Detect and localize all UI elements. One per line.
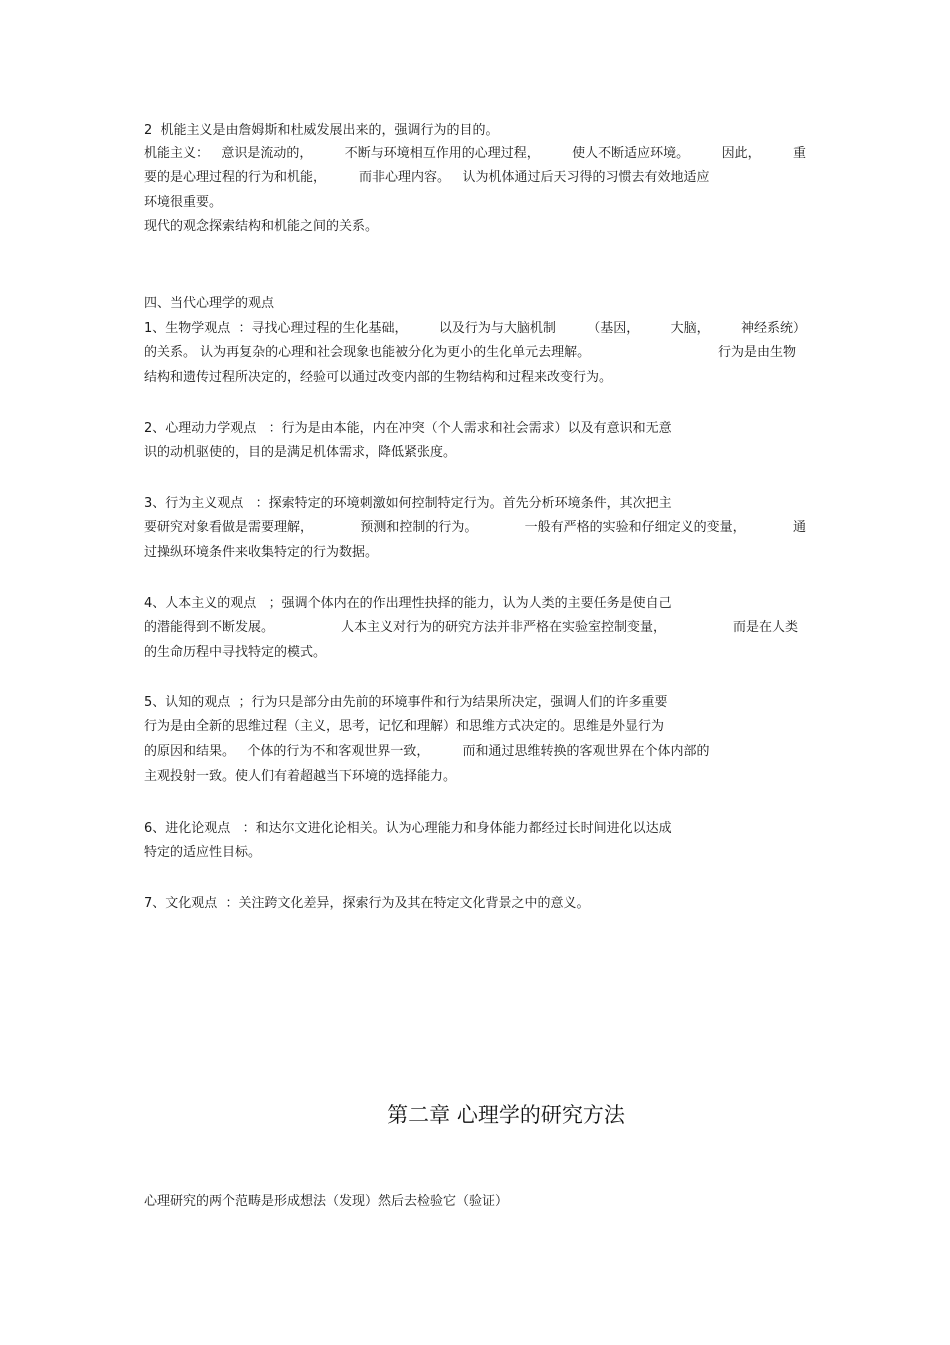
- cognitive-view-line-4: 主观投射一致。使人们有着超越当下环境的选择能力。: [144, 769, 457, 784]
- humanistic-view-line-3: 的生命历程中寻找特定的模式。: [144, 645, 327, 660]
- psychodynamic-view-line-2: 识的动机驱使的，目的是满足机体需求，降低紧张度。: [144, 445, 457, 460]
- cognitive-view-line-2: 行为是由全新的思维过程（主义，思考，记忆和理解）和思维方式决定的。思维是外显行为: [144, 719, 665, 734]
- humanistic-view-line-1: 4、人本主义的观点 ；强调个体内在的作出理性抉择的能力，认为人类的主要任务是使自己: [144, 596, 672, 611]
- section-title-modern-perspectives: 四、当代心理学的观点: [144, 296, 275, 311]
- behaviorist-view-line-1: 3、行为主义观点 ：探索特定的环境刺激如何控制特定行为。首先分析环境条件，其次把主: [144, 496, 672, 511]
- evolutionary-view-line-2: 特定的适应性目标。: [144, 845, 262, 860]
- functionalism-line-4: 现代的观念探索结构和机能之间的关系。: [144, 219, 379, 234]
- behaviorist-view-line-3: 过操纵环境条件来收集特定的行为数据。: [144, 545, 379, 560]
- evolutionary-view-line-1: 6、进化论观点 ：和达尔文进化论相关。认为心理能力和身体能力都经过长时间进化以达成: [144, 821, 672, 836]
- biological-view-line-2: 的关系。 认为再复杂的心理和社会现象也能被分化为更小的生化单元去理解。 行为是由生物: [144, 345, 796, 360]
- functionalism-line-2: 要的是心理过程的行为和机能， 而非心理内容。 认为机体通过后天习得的习惯去有效地适应: [144, 170, 710, 185]
- cognitive-view-line-3: 的原因和结果。 个体的行为不和客观世界一致， 而和通过思维转换的客观世界在个体内部的: [144, 744, 710, 759]
- functionalism-line-3: 环境很重要。: [144, 195, 223, 210]
- behaviorist-view-line-2: 要研究对象看做是需要理解， 预测和控制的行为。 一般有严格的实验和仔细定义的变量， 通: [144, 520, 806, 535]
- cognitive-view-line-1: 5、认知的观点 ；行为只是部分由先前的环境事件和行为结果所决定，强调人们的许多重要: [144, 695, 668, 710]
- chapter-intro: 心理研究的两个范畴是形成想法（发现）然后去检验它（验证）: [144, 1194, 509, 1209]
- functionalism-line-1: 机能主义： 意识是流动的， 不断与环境相互作用的心理过程， 使人不断适应环境。 因此， 重: [144, 146, 806, 161]
- biological-view-line-3: 结构和遗传过程所决定的，经验可以通过改变内部的生物结构和过程来改变行为。: [144, 370, 613, 385]
- humanistic-view-line-2: 的潜能得到不断发展。 人本主义对行为的研究方法并非严格在实验室控制变量， 而是在人类: [144, 620, 798, 635]
- chapter-title: 第二章 心理学的研究方法: [387, 1103, 625, 1127]
- psychodynamic-view-line-1: 2、心理动力学观点 ：行为是由本能，内在冲突（个人需求和社会需求）以及有意识和无意: [144, 421, 672, 436]
- cultural-view-line-1: 7、文化观点 ：关注跨文化差异，探索行为及其在特定文化背景之中的意义。: [144, 896, 590, 911]
- functionalism-heading: 2 机能主义是由詹姆斯和杜威发展出来的，强调行为的目的。: [144, 123, 499, 138]
- biological-view-line-1: 1、生物学观点 ：寻找心理过程的生化基础， 以及行为与大脑机制 （基因， 大脑， 神经系统）: [144, 321, 806, 336]
